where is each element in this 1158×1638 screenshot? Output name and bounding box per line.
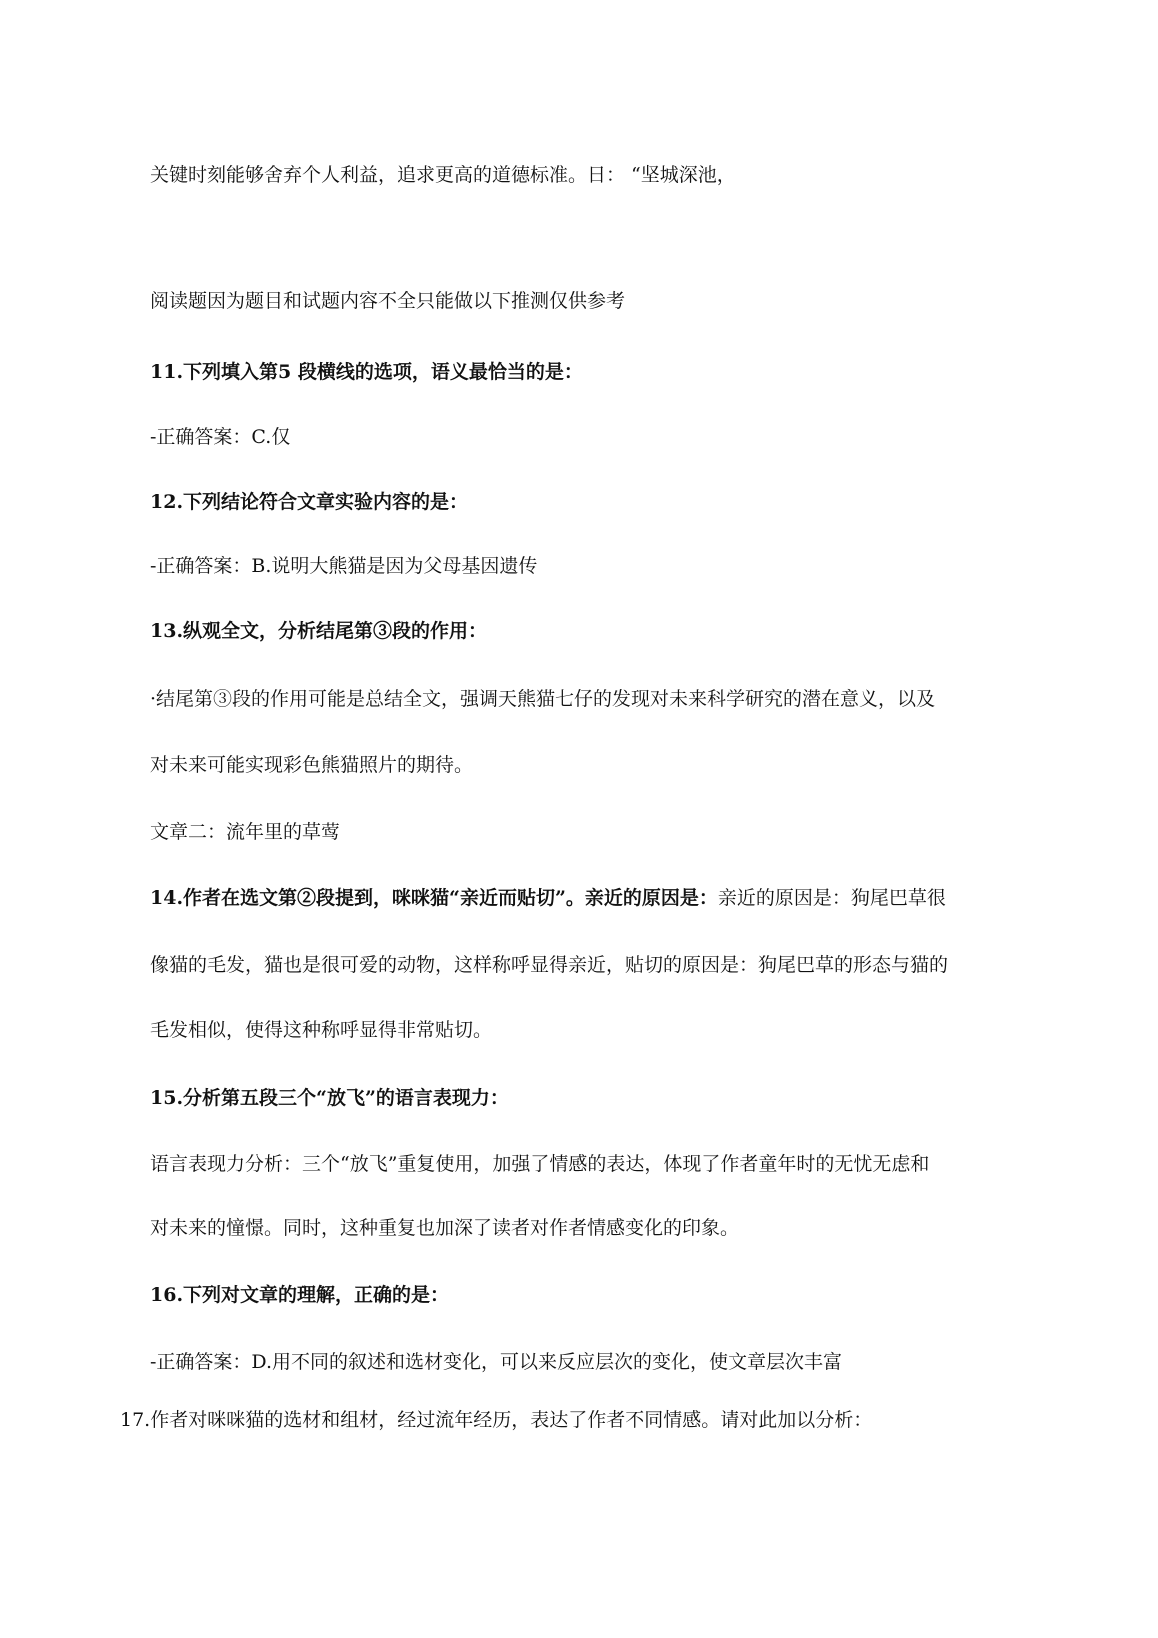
answer-14-line-2: 像猫的毛发，猫也是很可爱的动物，这样称呼显得亲近，贴切的原因是：狗尾巴草的形态与猫的: [150, 954, 949, 976]
answer-15-line-2: 对未来的憧憬。同时，这种重复也加深了读者对作者情感变化的印象。: [150, 1217, 740, 1239]
article-two-title: 文章二：流年里的草莺: [150, 821, 341, 843]
answer-14-line-1: 亲近的原因是：狗尾巴草很: [717, 887, 946, 909]
answer-13-line-2: 对未来可能实现彩色熊猫照片的期待。: [150, 754, 474, 776]
answer-14-line-3: 毛发相似，使得这种称呼显得非常贴切。: [150, 1019, 493, 1041]
question-13: 13.纵观全文，分析结尾第③段的作用：: [150, 620, 488, 642]
question-11: 11.下列填入第5 段横线的选项，语义最恰当的是：: [150, 361, 583, 383]
reading-note: 阅读题因为题目和试题内容不全只能做以下推测仅供参考: [150, 290, 626, 312]
answer-11: -正确答案：C.仅: [150, 426, 291, 448]
intro-line: 关键时刻能够舍弃个人利益，追求更高的道德标准。日： “坚城深池，: [150, 164, 736, 186]
answer-15-line-1: 语言表现力分析：三个“放飞”重复使用，加强了情感的表达，体现了作者童年时的无忧无虑和: [150, 1153, 930, 1175]
answer-12: -正确答案：B.说明大熊猫是因为父母基因遗传: [150, 555, 538, 577]
question-17: 17.作者对咪咪猫的选材和组材，经过流年经历，表达了作者不同情感。请对此加以分析：: [120, 1409, 873, 1431]
answer-13-line-1: ·结尾第③段的作用可能是总结全文，强调天熊猫七仔的发现对未来科学研究的潜在意义，以及: [150, 688, 936, 710]
question-14-line-1: [150, 886, 946, 910]
question-12: 12.下列结论符合文章实验内容的是：: [150, 491, 469, 513]
question-15: 15.分析第五段三个“放飞”的语言表现力：: [150, 1087, 509, 1109]
answer-16: -正确答案：D.用不同的叙述和选材变化，可以来反应层次的变化，使文章层次丰富: [150, 1351, 843, 1373]
question-16: 16.下列对文章的理解，正确的是：: [150, 1284, 450, 1306]
question-14: 14.作者在选文第②段提到，咪咪猫“亲近而贴切”。亲近的原因是：: [150, 887, 718, 909]
